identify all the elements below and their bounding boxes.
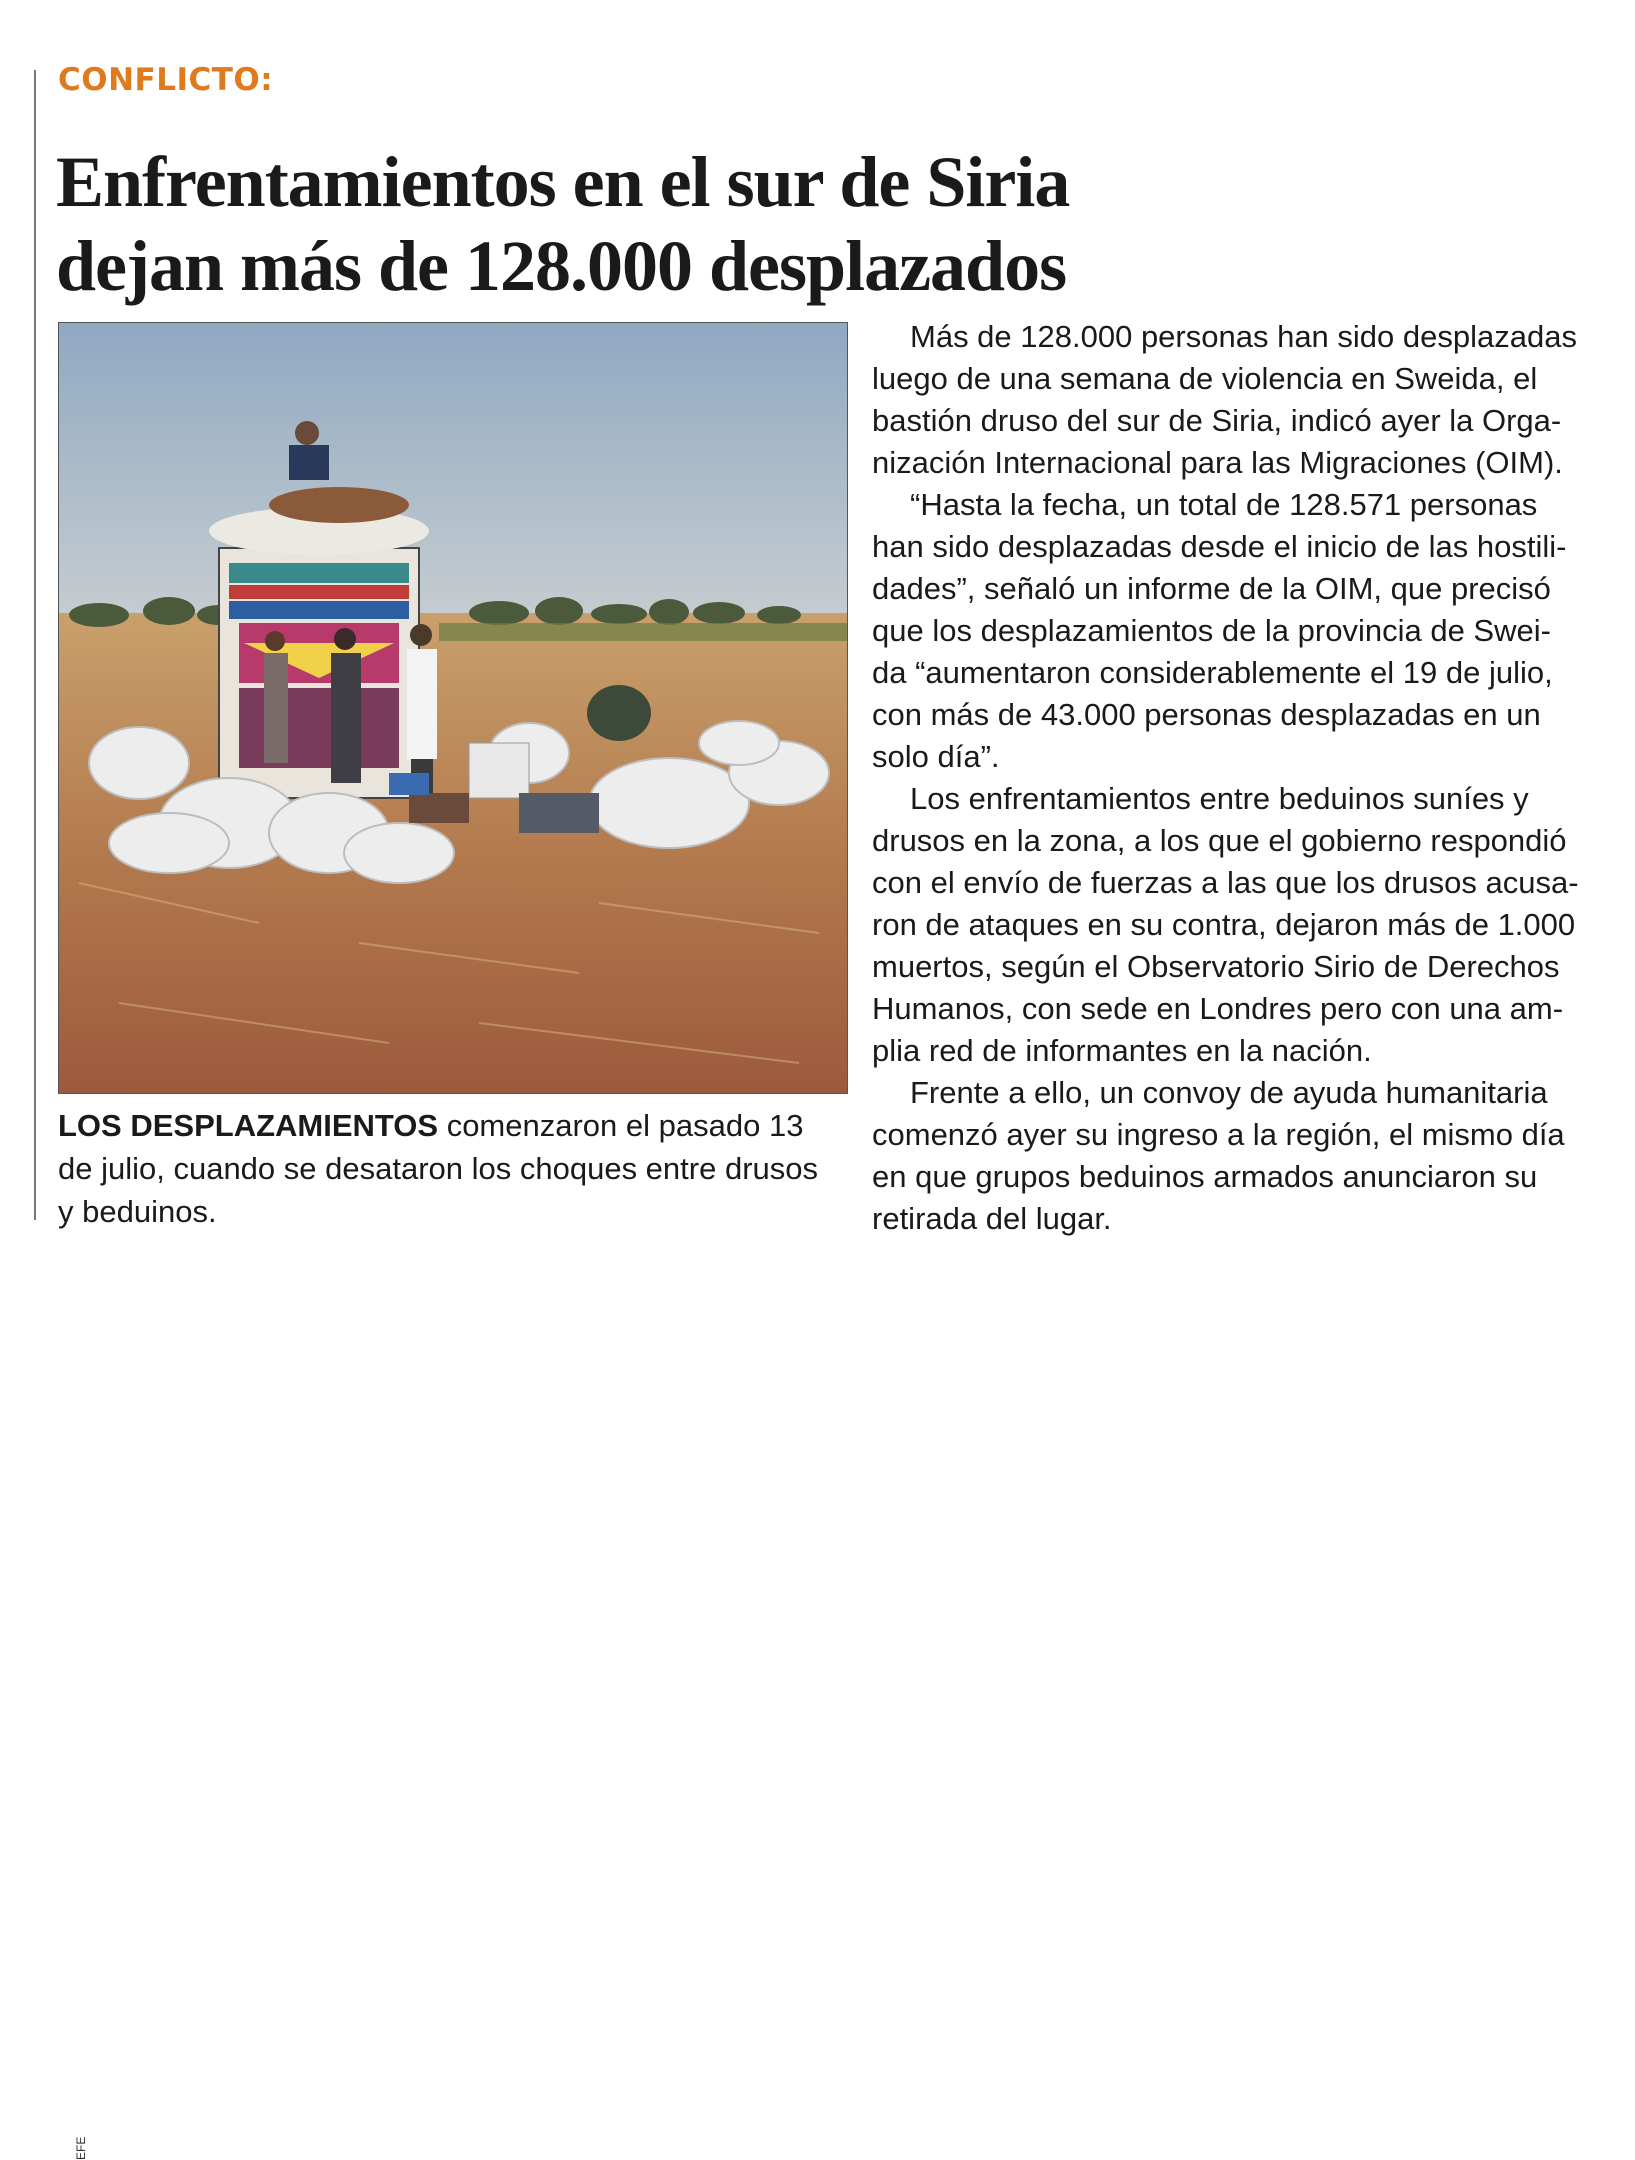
section-kicker: CONFLICTO: bbox=[58, 62, 274, 98]
body-paragraph-2 bbox=[872, 484, 1612, 778]
body-line: Humanos, con sede en Londres pero con una am- bbox=[872, 991, 1564, 1026]
body-line: que los desplazamientos de la provincia de Swei- bbox=[872, 613, 1551, 648]
body-line: plia red de informantes en la nación. bbox=[872, 1033, 1372, 1068]
body-paragraph-3 bbox=[872, 778, 1612, 1072]
body-line: bastión druso del sur de Siria, indicó ayer la Orga- bbox=[872, 403, 1562, 438]
photo-caption bbox=[58, 1104, 858, 1233]
body-line: Más de 128.000 personas han sido desplazadas bbox=[910, 319, 1577, 354]
caption-line-1: comenzaron el pasado 13 bbox=[438, 1108, 804, 1143]
body-line: drusos en la zona, a los que el gobierno respondió bbox=[872, 823, 1567, 858]
body-line: da “aumentaron considerablemente el 19 de julio, bbox=[872, 655, 1553, 690]
body-line: han sido desplazadas desde el inicio de las hostili- bbox=[872, 529, 1567, 564]
body-line: ron de ataques en su contra, dejaron más de 1.000 bbox=[872, 907, 1576, 942]
body-line: con más de 43.000 personas desplazadas en un bbox=[872, 697, 1541, 732]
photo-refugees-truck-icon bbox=[59, 323, 848, 1094]
body-line: solo día”. bbox=[872, 739, 1000, 774]
body-line: dades”, señaló un informe de la OIM, que precisó bbox=[872, 571, 1551, 606]
caption-line-3: y beduinos. bbox=[58, 1194, 217, 1229]
article-body bbox=[872, 316, 1612, 1240]
headline bbox=[56, 140, 1176, 308]
body-line: en que grupos beduinos armados anunciaron su bbox=[872, 1159, 1538, 1194]
body-line: Los enfrentamientos entre beduinos suníes y bbox=[910, 781, 1529, 816]
body-line: “Hasta la fecha, un total de 128.571 personas bbox=[910, 487, 1538, 522]
body-paragraph-1 bbox=[872, 316, 1612, 484]
body-line: Frente a ello, un convoy de ayuda humanitaria bbox=[910, 1075, 1548, 1110]
body-line: retirada del lugar. bbox=[872, 1201, 1112, 1236]
caption-line-2: de julio, cuando se desataron los choques entre drusos bbox=[58, 1151, 818, 1186]
headline-line-1: Enfrentamientos en el sur de Siria bbox=[56, 142, 1070, 222]
body-paragraph-4 bbox=[872, 1072, 1612, 1240]
headline-line-2: dejan más de 128.000 desplazados bbox=[56, 226, 1067, 306]
left-column-rule bbox=[34, 70, 36, 1220]
article-photo bbox=[58, 322, 848, 1094]
body-line: luego de una semana de violencia en Sweida, el bbox=[872, 361, 1538, 396]
photo-credit: EFE bbox=[74, 2136, 88, 2160]
body-line: comenzó ayer su ingreso a la región, el mismo día bbox=[872, 1117, 1565, 1152]
body-line: con el envío de fuerzas a las que los drusos acusa- bbox=[872, 865, 1579, 900]
caption-lead: LOS DESPLAZAMIENTOS bbox=[58, 1108, 439, 1143]
body-line: nización Internacional para las Migraciones (OIM). bbox=[872, 445, 1563, 480]
body-line: muertos, según el Observatorio Sirio de Derechos bbox=[872, 949, 1560, 984]
